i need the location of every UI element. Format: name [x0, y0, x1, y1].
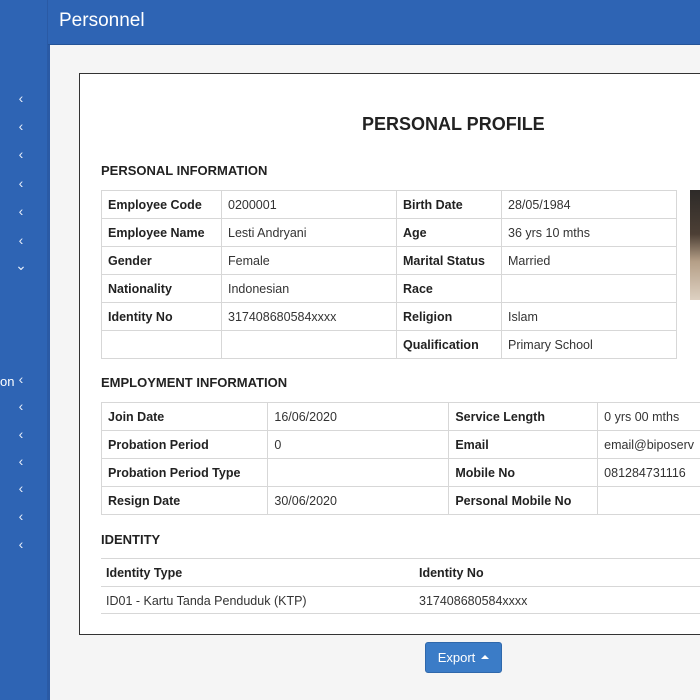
employment-info-heading: EMPLOYMENT INFORMATION — [101, 375, 288, 390]
personal-info-table — [101, 190, 677, 359]
field-label: Nationality — [102, 275, 222, 303]
field-value — [222, 331, 397, 359]
chevron-down-icon[interactable]: ⌄ — [15, 257, 27, 273]
divider — [101, 586, 700, 587]
field-value — [598, 487, 700, 515]
field-value: email@biposerv — [598, 431, 700, 459]
field-value: Lesti Andryani — [222, 219, 397, 247]
top-bar — [48, 0, 700, 45]
table-row — [102, 219, 677, 247]
chevron-left-icon[interactable]: ‹ — [18, 118, 24, 134]
field-value: Primary School — [502, 331, 677, 359]
chevron-left-icon[interactable]: ‹ — [18, 90, 24, 106]
table-row — [102, 331, 677, 359]
field-value: 0 — [268, 431, 449, 459]
divider — [101, 558, 700, 559]
field-value: 36 yrs 10 mths — [502, 219, 677, 247]
field-value: 28/05/1984 — [502, 191, 677, 219]
field-label: Employee Name — [102, 219, 222, 247]
field-label: Gender — [102, 247, 222, 275]
identity-no-value: 317408680584xxxx — [419, 594, 528, 608]
page-title: Personnel — [59, 10, 145, 31]
table-row — [102, 459, 700, 487]
field-label: Marital Status — [397, 247, 502, 275]
field-label: Service Length — [449, 403, 598, 431]
table-row — [102, 487, 700, 515]
field-label: Race — [397, 275, 502, 303]
field-label: Probation Period — [102, 431, 268, 459]
field-label: Age — [397, 219, 502, 247]
identity-type-value: ID01 - Kartu Tanda Penduduk (KTP) — [106, 594, 307, 608]
column-header-identity-type: Identity Type — [106, 566, 183, 580]
field-label: Personal Mobile No — [449, 487, 598, 515]
chevron-left-icon[interactable]: ‹ — [18, 398, 24, 414]
field-value: Female — [222, 247, 397, 275]
field-value: 317408680584xxxx — [222, 303, 397, 331]
chevron-left-icon[interactable]: ‹ — [18, 536, 24, 552]
chevron-left-icon[interactable]: ‹ — [18, 232, 24, 248]
caret-up-icon — [481, 655, 489, 659]
field-label: Resign Date — [102, 487, 268, 515]
table-row — [102, 303, 677, 331]
field-label: Mobile No — [449, 459, 598, 487]
table-row — [102, 403, 700, 431]
column-header-identity-no: Identity No — [419, 566, 484, 580]
identity-heading: IDENTITY — [101, 532, 161, 547]
field-value: Indonesian — [222, 275, 397, 303]
field-label: Qualification — [397, 331, 502, 359]
field-value: 0 yrs 00 mths — [598, 403, 700, 431]
chevron-left-icon[interactable]: ‹ — [18, 480, 24, 496]
field-value: 081284731116 — [598, 459, 700, 487]
employee-photo — [690, 190, 700, 300]
chevron-left-icon[interactable]: ‹ — [18, 426, 24, 442]
chevron-left-icon[interactable]: ‹ — [18, 508, 24, 524]
profile-title: PERSONAL PROFILE — [362, 114, 545, 134]
table-row — [102, 191, 677, 219]
chevron-left-icon[interactable]: ‹ — [18, 203, 24, 219]
sidebar-item-label-partial[interactable]: on — [0, 374, 15, 389]
field-value — [502, 275, 677, 303]
personal-info-heading: PERSONAL INFORMATION — [101, 163, 268, 178]
sidebar — [0, 0, 50, 700]
chevron-left-icon[interactable]: ‹ — [18, 175, 24, 191]
field-value: 0200001 — [222, 191, 397, 219]
field-value: Married — [502, 247, 677, 275]
field-label: Email — [449, 431, 598, 459]
field-value — [268, 459, 449, 487]
chevron-left-icon[interactable]: ‹ — [18, 453, 24, 469]
field-label: Employee Code — [102, 191, 222, 219]
field-value: Islam — [502, 303, 677, 331]
field-value: 30/06/2020 — [268, 487, 449, 515]
table-row — [102, 275, 677, 303]
export-button-label: Export — [437, 650, 476, 665]
divider — [101, 613, 700, 614]
chevron-left-icon[interactable]: ‹ — [18, 146, 24, 162]
field-value: 16/06/2020 — [268, 403, 449, 431]
field-label: Probation Period Type — [102, 459, 268, 487]
field-label — [102, 331, 222, 359]
field-label: Join Date — [102, 403, 268, 431]
field-label: Birth Date — [397, 191, 502, 219]
employment-info-table — [101, 402, 700, 515]
table-row — [102, 431, 700, 459]
table-row — [102, 247, 677, 275]
field-label: Identity No — [102, 303, 222, 331]
field-label: Religion — [397, 303, 502, 331]
export-button[interactable] — [425, 642, 502, 673]
chevron-left-icon[interactable]: ‹ — [18, 371, 24, 387]
